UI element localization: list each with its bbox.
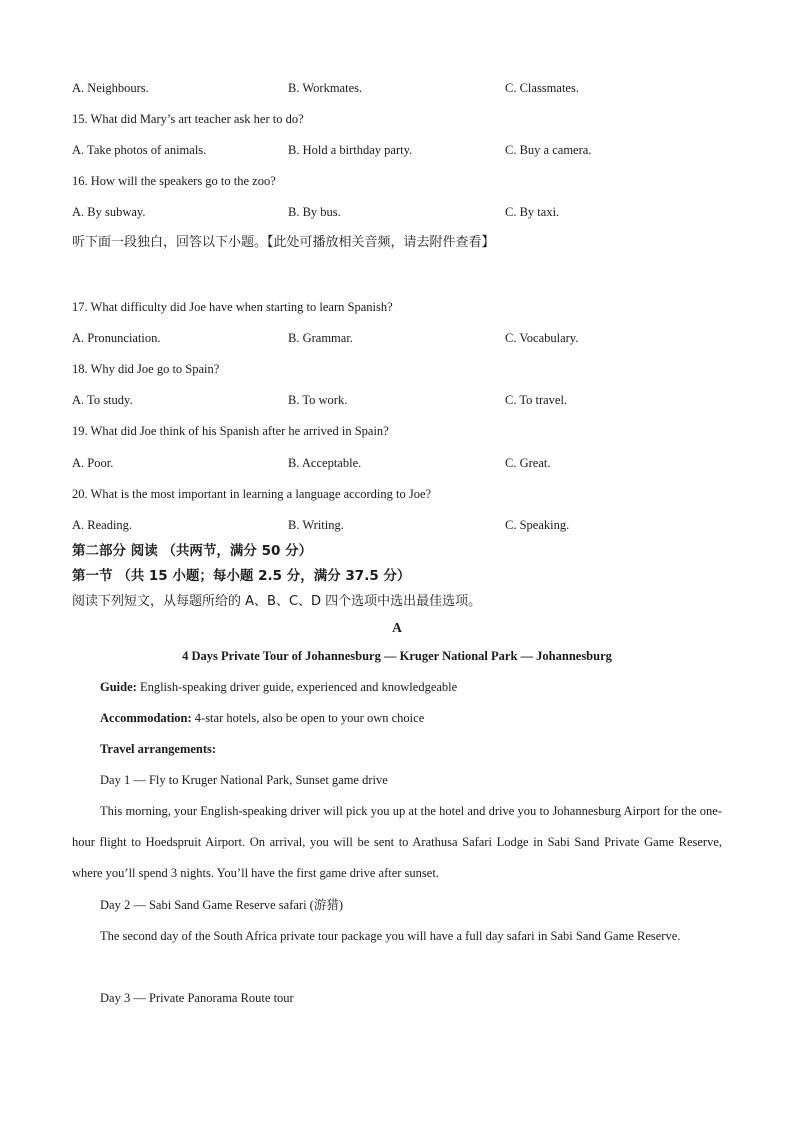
q19-question: 19. What did Joe think of his Spanish after he arrived in Spain? [72, 424, 389, 438]
q14-option-b: B. Workmates. [288, 81, 363, 95]
passage-title: 4 Days Private Tour of Johannesburg — Kruger National Park — Johannesburg [182, 649, 612, 663]
day3-title: Day 3 — Private Panorama Route tour [100, 991, 294, 1005]
accommodation-text: 4-star hotels, also be open to your own choice [191, 711, 425, 725]
q17-option-b: B. Grammar. [288, 331, 353, 345]
q18-option-b: B. To work. [288, 393, 348, 407]
day1-paragraph [72, 796, 722, 889]
accommodation-label: Accommodation: [100, 711, 192, 725]
q20-option-c: C. Speaking. [505, 518, 570, 532]
travel-arrangements-label: Travel arrangements: [100, 742, 217, 756]
q14-option-c: C. Classmates. [505, 81, 579, 95]
day2-title: Day 2 — Sabi Sand Game Reserve safari (游猎) [100, 898, 343, 912]
q20-option-b: B. Writing. [288, 518, 344, 532]
q16-option-b: B. By bus. [288, 205, 341, 219]
guide-label: Guide: [100, 680, 137, 694]
q16-option-a: A. By subway. [72, 205, 146, 219]
q19-option-c: C. Great. [505, 456, 551, 470]
day2-paragraph [72, 921, 722, 952]
q15-option-a: A. Take photos of animals. [72, 143, 207, 157]
q18-question: 18. Why did Joe go to Spain? [72, 362, 220, 376]
q18-option-c: C. To travel. [505, 393, 568, 407]
day2-text: The second day of the South Africa private tour package you will have a full day safari in Sabi Sand Game Reserve. [100, 929, 681, 943]
q16-question: 16. How will the speakers go to the zoo? [72, 174, 276, 188]
accommodation-line [100, 710, 424, 726]
q15-option-c: C. Buy a camera. [505, 143, 592, 157]
part2-heading: 第二部分 阅读 （共两节，满分 50 分） [72, 543, 313, 559]
q14-option-a: A. Neighbours. [72, 81, 149, 95]
q17-option-c: C. Vocabulary. [505, 331, 579, 345]
q20-question: 20. What is the most important in learning a language according to Joe? [72, 487, 432, 501]
q16-option-c: C. By taxi. [505, 205, 560, 219]
passage-letter: A [392, 620, 402, 635]
reading-instruction: 阅读下列短文，从每题所给的 A、B、C、D 四个选项中选出最佳选项。 [72, 594, 482, 609]
q15-question: 15. What did Mary’s art teacher ask her to do? [72, 112, 304, 126]
section1-heading: 第一节 （共 15 小题；每小题 2.5 分，满分 37.5 分） [72, 568, 411, 584]
day1-title: Day 1 — Fly to Kruger National Park, Sunset game drive [100, 773, 388, 787]
q15-option-b: B. Hold a birthday party. [288, 143, 413, 157]
q18-option-a: A. To study. [72, 393, 133, 407]
q19-option-a: A. Poor. [72, 456, 114, 470]
q19-option-b: B. Acceptable. [288, 456, 362, 470]
monologue-instruction: 听下面一段独白，回答以下小题。【此处可播放相关音频，请去附件查看】 [72, 235, 495, 250]
q17-question: 17. What difficulty did Joe have when starting to learn Spanish? [72, 300, 393, 314]
guide-text: English-speaking driver guide, experienced and knowledgeable [136, 680, 458, 694]
guide-line [100, 679, 457, 695]
q17-option-a: A. Pronunciation. [72, 331, 161, 345]
day1-text: This morning, your English-speaking driver will pick you up at the hotel and drive you to Johannesburg Airport for the one-hour flight to Hoedspruit Airport. On arrival, you will be sent to Arathusa Safari Lodge in Sabi Sand Private Game Reserve, where you’ll spend 3 nights. You’ll have the first game drive after sunset. [72, 804, 722, 880]
q20-option-a: A. Reading. [72, 518, 133, 532]
